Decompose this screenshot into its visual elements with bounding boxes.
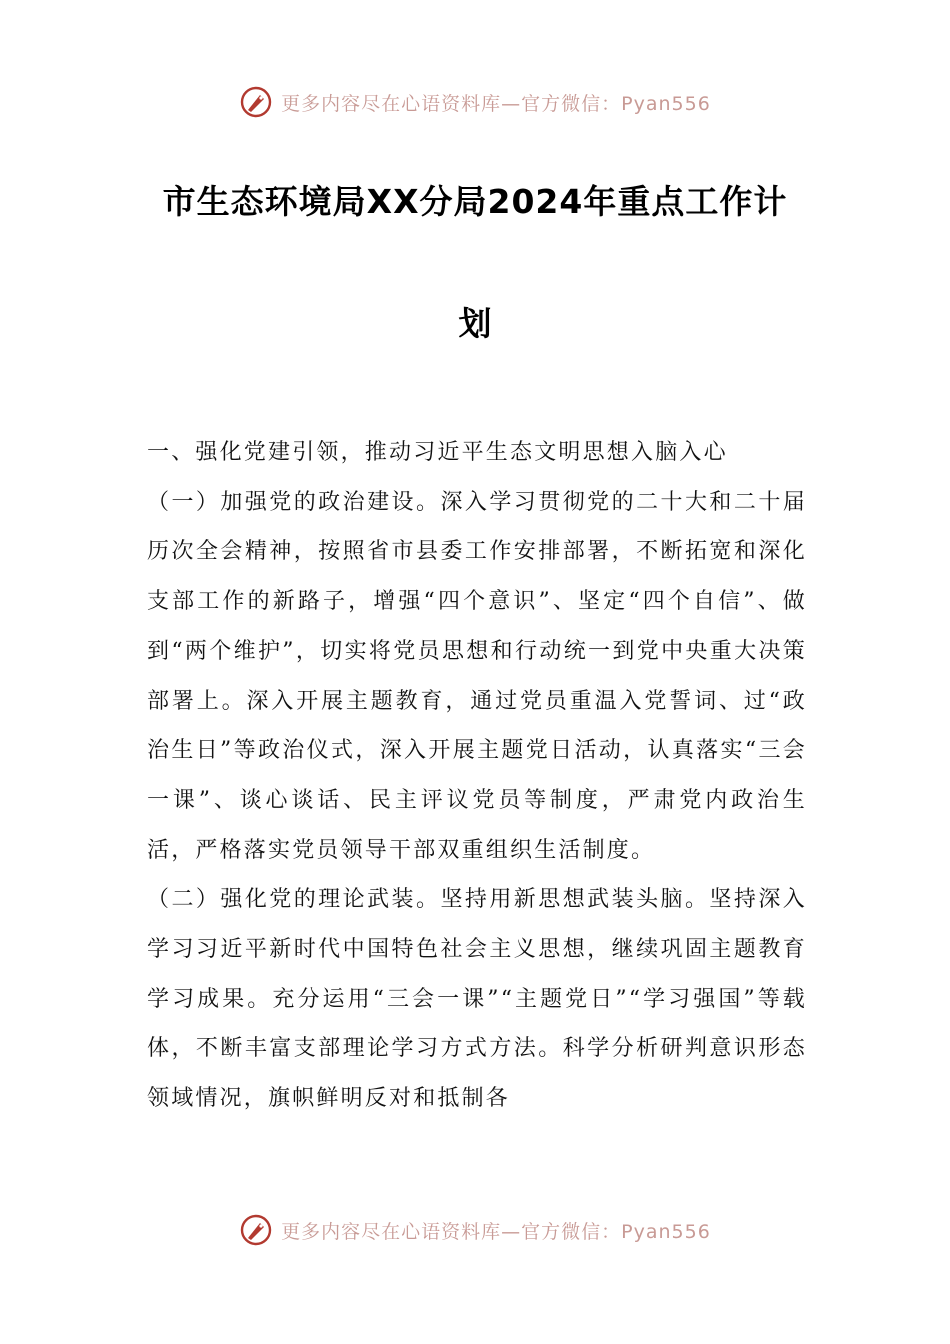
pen-nib-logo-icon [239,1213,273,1247]
header-watermark-text: 更多内容尽在心语资料库—官方微信：Pyan556 [281,92,711,115]
body-paragraph-1: （一）加强党的政治建设。深入学习贯彻党的二十大和二十届历次全会精神，按照省市县委工作安排部署，不断拓宽和深化支部工作的新路子，增强“四个意识”、坚定“四个自信”、做到“两个维护”，切实将党员思想和行动统一到党中央重大决策部署上。深入开展主题教育，通过党员重温入党誓词、过“政治生日”等政治仪式，深入开展主题党日活动，认真落实“三会一课”、谈心谈话、民主评议党员等制度，严肃党内政治生活，严格落实党员领导干部双重组织生活制度。 [147,489,807,863]
document-body [147,428,807,1124]
pen-nib-logo-icon [239,85,273,119]
document-title-line2: 划 [458,304,492,343]
footer-watermark-banner [0,1210,950,1250]
header-watermark-banner [0,82,950,122]
section-heading: 一、强化党建引领，推动习近平生态文明思想入脑入心 [147,440,728,465]
document-title-line1: 市生态环境局XX分局2024年重点工作计 [162,182,788,221]
body-paragraph-2: （二）强化党的理论武装。坚持用新思想武装头脑。坚持深入学习习近平新时代中国特色社会主义思想，继续巩固主题教育学习成果。充分运用“三会一课”“主题党日”“学习强国”等载体，不断丰富支部理论学习方式方法。科学分析研判意识形态领域情况，旗帜鲜明反对和抵制各 [147,887,807,1112]
footer-watermark-text: 更多内容尽在心语资料库—官方微信：Pyan556 [281,1220,711,1243]
